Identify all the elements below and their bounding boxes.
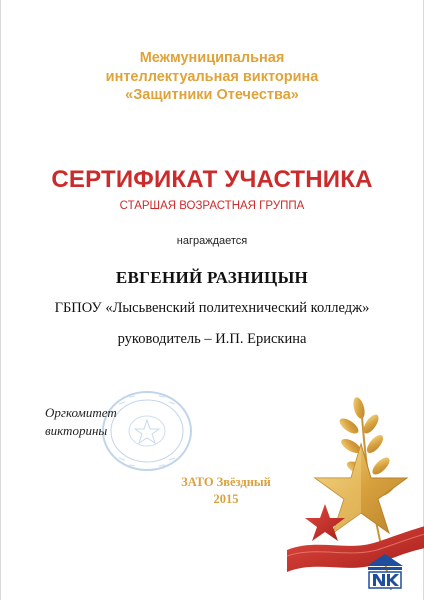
- event-title-line-3: «Защитники Отечества»: [125, 87, 299, 103]
- event-title: [1, 49, 423, 105]
- institution-name: ГБПОУ «Лысьвенский политехнический колледж»: [54, 300, 370, 316]
- age-group-label: СТАРШАЯ ВОЗРАСТНАЯ ГРУППА: [119, 200, 305, 212]
- organizer-line-1: Оргкомитет: [45, 405, 117, 420]
- organizer-signature: [45, 404, 117, 440]
- awarded-label: награждается: [176, 235, 248, 247]
- organizer-line-2: викторины: [45, 423, 108, 438]
- event-title-line-2: интеллектуальная викторина: [105, 68, 319, 85]
- place-and-year: [161, 474, 291, 508]
- place-year: 2015: [213, 492, 239, 506]
- recipient-name: ЕВГЕНИЙ РАЗНИЦЫН: [115, 268, 309, 287]
- supervisor-line: руководитель – И.П. Ерискина: [117, 331, 307, 347]
- place-city: ЗАТО Звёздный: [181, 475, 271, 489]
- college-logo-icon: [365, 552, 405, 590]
- event-title-line-1: Межмуниципальная: [139, 50, 285, 66]
- red-star-icon: [305, 504, 345, 541]
- certificate-title: СЕРТИФИКАТ УЧАСТНИКА: [51, 166, 373, 193]
